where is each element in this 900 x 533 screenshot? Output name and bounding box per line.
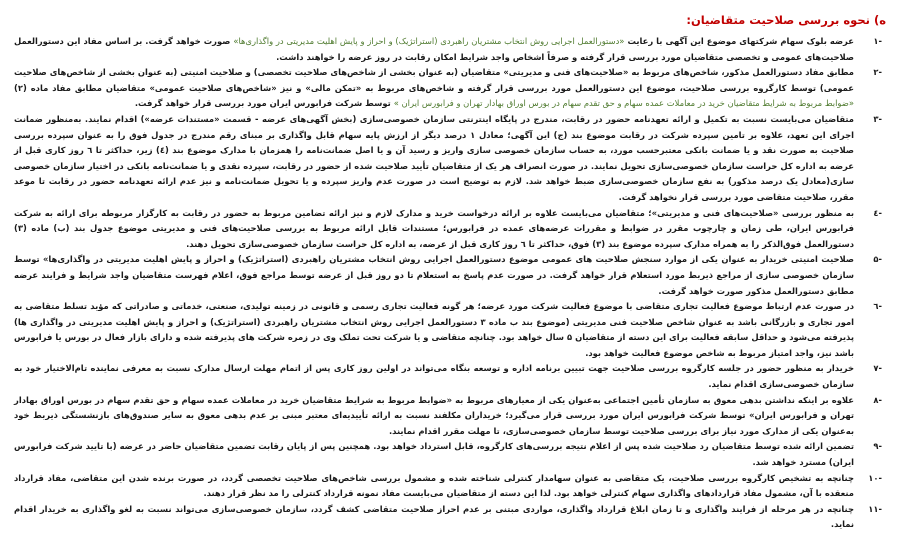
item-number: -۱۰ xyxy=(868,472,882,483)
list-item xyxy=(14,299,888,361)
item-text xyxy=(14,299,854,361)
item-number: -۱۱ xyxy=(868,503,882,514)
list-item xyxy=(14,112,888,206)
text-segment: در صورت عدم ارتباط موضوع فعالیت تجاری متقاضی با موضوع فعالیت شرکت مورد عرضه؛ هر گونه فعالیت تجاری رسمی و قانونی در زمینه تولیدی، صنعتی، خدماتی و صادراتی که مؤید تسلط متقاضی به امور تجاری و بازرگانی باشد به عنوان شاخص صلاحیت فنی مدیریتی (موضوع بند ب ماده ۳ دستورالعمل اجرایی روش انتخاب مشتریان راهبردی (استراتژیک) و احراز و پایش اهلیت مدیریتی در واگذاری ها) پذیرفته می‌شود و حداقل سابقه فعالیت برای این دسته از متقاضیان ۵ سال خواهد بود. چنانچه متقاضی و یا شرکت تحت تملک وی در زمره شرکت های پذیرفته شده و دارای بازار فعال در بورس یا فرابورس باشد نیز، واجد امتیاز مربوط به شاخص موضوع فعالیت خواهد بود. xyxy=(14,301,855,358)
item-text xyxy=(14,439,854,470)
qualification-list xyxy=(14,34,888,533)
item-number: -۲ xyxy=(873,67,882,78)
item-number: -۱ xyxy=(873,36,882,46)
text-segment: صورت خواهد گرفت. بر اساس مفاد این دستورالعمل صلاحیت‌های عمومی و تخصصی متقاضیان مورد بررسی قرار گرفته و صرفاً اشخاص واجد شرایط امکان رقابت در روز عرضه را خواهند داشت. xyxy=(14,36,854,62)
item-text xyxy=(14,65,854,112)
item-number: -۵ xyxy=(873,254,882,265)
list-item xyxy=(14,439,888,470)
item-text xyxy=(14,252,854,299)
text-segment: خریدار به منظور حضور در جلسه کارگروه بررسی صلاحیت جهت تبیین برنامه اداره و توسعه بنگاه می‌تواند در اولین روز کاری پس از اتمام مهلت ارسال مدارک نسبت به معرفی نماینده تام‌الاختیار خود به سازمان خصوصی‌سازی اقدام نماید. xyxy=(14,363,854,390)
item-number: -٦ xyxy=(873,301,882,312)
text-segment: مندرج در پایگاه اینترنتی سازمان خصوصی‌سازی (بخش آگهی‌های عرضه - قسمت «مستندات عرضه») اقدام نمایند. به‌منظور ضمانت اجرای این تعهد، علاوه بر تامین سپرده شرکت در رقابت موضوع بند (ج) این آگهی؛ معادل ۱ درصد دیگر از ارزش پایه سهام قابل واگذاری بر مبنای رقم مندرج در جدول فوق را به عنوان سپرده بررسی صلاحیت به صورت نقد و یا ضمانت بانکی معتبرحسب مورد، به حساب سازمان خصوصی سازی واریز و رسید آن و یا اصل ضمانت‌نامه را همزمان با مدارک موضوع بند (٤) زیر، حداکثر تا ٦ روز کاری قبل از عرضه به اداره کل حراست سازمان خصوصی‌سازی تحویل نمایند. در صورت انصراف هر یک از متقاضیان تأیید صلاحیت شده از حضور در رقابت، سپرده نقدی و یا ضمانت‌نامه بانکی در اختیار سازمان خصوصی سازی(معادل یک درصد مذکور) به نفع سازمان خصوصی‌سازی ضبط خواهد شد. لازم به توضیح است در صورت عدم واریز سپرده و یا تحویل ضمانت‌نامه و نیز عدم ارائه xyxy=(14,113,855,187)
list-item xyxy=(14,34,888,65)
section-heading: ه) نحوه بررسی صلاحیت متقاضیان: xyxy=(686,13,886,27)
item-text xyxy=(14,361,854,392)
text-segment: متقاضیان می‌بایست نسبت به تکمیل و ارائه xyxy=(668,113,854,124)
item-number: -۸ xyxy=(873,394,882,405)
item-text xyxy=(14,393,854,440)
text-segment: علاوه بر اینکه نداشتن بدهی معوق به سازمان تأمین اجتماعی به‌عنوان یکی از معیارهای مربوط به «ضوابط مربوط به شرایط متقاضیان خرید در معاملات عمده سهام و حق تقدم سهام در بورس اوراق بهادار تهران و فرابورس ایران» توسط شرکت فرابورس ایران مورد بررسی قرار می‌گیرد؛ خریداران مکلفند نسبت به ارائه تأییدیه‌ای معتبر مبنی بر عدم بدهی معوق به سایر صندوق‌های بازنشستگی ذیربط خود به‌عنوان یکی از مدارک مورد نیاز برای بررسی صلاحیت توسط سازمان خصوصی‌سازی، تا مهلت مقرر اقدام نمایند. xyxy=(14,394,854,436)
emphasized-text: تعهدنامه حضور در رقابت xyxy=(48,176,154,187)
item-text xyxy=(14,34,854,65)
text-segment: صلاحیت امنیتی خریدار به عنوان یکی از موارد سنجش صلاحیت های عمومی موضوع دستورالعمل اجرایی روش انتخاب مشتریان راهبردی (استراتژیک) و احراز و پایش اهلیت مدیریتی در واگذاری‌ها» توسط سازمان خصوصی سازی از مراجع ذیربط مورد استعلام قرار خواهد گرفت. در صورت عدم پاسخ به استعلام تا دو روز قبل از عرضه توسط مراجع فوق، اعلام فهرست متقاضیان واجد شرایط و فرایند عرضه مطابق دستورالعمل مذکور صورت خواهد گرفت. xyxy=(14,254,854,296)
text-segment: عرضه بلوک سهام شرکتهای موضوع این آگهی با رعایت xyxy=(624,36,854,46)
item-number: -۳ xyxy=(873,113,882,124)
text-segment: چنانچه به تشخیص کارگروه بررسی صلاحیت، یک متقاضی به عنوان سهامدار کنترلی شناخته شده و مشمول بررسی شاخص‌های صلاحیت تخصصی گردد، در صورت برنده شدن این متقاضی، مفاد قرارداد منعقده با آن، مشمول مفاد قراردادهای واگذاری سهام کنترلی خواهد بود. لذا این دسته از متقاضیان می‌بایست مفاد نمونه قرارداد کنترلی را مد نظر قرار دهند. xyxy=(14,472,854,499)
list-item xyxy=(14,502,888,533)
emphasized-text: تعهدنامه حضور در رقابت، xyxy=(561,113,669,124)
list-item xyxy=(14,65,888,112)
item-text xyxy=(14,502,854,533)
regulation-reference: «دستورالعمل اجرایی روش انتخاب مشتریان راهبردی (استراتژیک) و احراز و پایش اهلیت مدیریتی در واگذاری‌ها» xyxy=(233,36,625,46)
regulation-reference: «ضوابط مربوط به شرایط متقاضیان خرید در معاملات عمده سهام و حق تقدم سهام در بورس اوراق بهادار تهران و فرابورس ایران » xyxy=(393,98,854,109)
text-segment: توسط شرکت فرابورس ایران مورد بررسی قرار خواهد گرفت. xyxy=(134,98,394,109)
text-segment: تا موعد مقرر، صلاحیت متقاضی مورد بررسی قرار نخواهد گرفت. xyxy=(14,176,854,202)
item-number: -۷ xyxy=(873,363,882,374)
item-text xyxy=(14,206,854,253)
item-number: -٤ xyxy=(873,207,882,218)
list-item xyxy=(14,206,888,253)
text-segment: به منظور بررسی «صلاحیت‌های فنی و مدیریتی»؛ متقاضیان می‌بایست علاوه بر ارائه درخواست خرید و مدارک لازم و نیز ارائه تضامین مربوط به حضور در رقابت به کارگزار مربوطه برای ارائه به شرکت فرابورس ایران، طی زمان و چارچوب مقرر در ضوابط و مقررات عرضه‌های عمده در فرابورس؛ مستندات قابل ارائه مربوط به بررسی صلاحیت‌های فنی و مدیریتی موضوع جدول بند (ب) ماده (۳) دستورالعمل فوق‌الذکر را به همراه مدارک سپرده موضوع بند (۳) فوق، حداکثر تا ٦ روز کاری قبل از عرضه، به اداره کل حراست سازمان خصوصی‌سازی تحویل دهند. xyxy=(14,207,854,249)
text-segment: چنانچه در هر مرحله از فرایند واگذاری و تا زمان ابلاغ قرارداد واگذاری، مواردی مبتنی بر عدم احراز صلاحیت متقاضی کشف گردد، سازمان خصوصی‌سازی می‌تواند نسبت به لغو واگذاری به خریدار اقدام نماید. xyxy=(14,503,854,530)
item-text xyxy=(14,471,854,502)
list-item xyxy=(14,361,888,392)
item-number: -۹ xyxy=(873,441,882,452)
text-segment: تضمین ارائه شده توسط متقاضیان رد صلاحیت شده پس از اعلام نتیجه بررسی‌های کارگروه، قابل استرداد خواهد بود. همچنین پس از پایان رقابت تضمین متقاضیان حاضر در عرضه (با تایید شرکت فرابورس ایران) مسترد خواهد شد. xyxy=(14,441,854,468)
item-text xyxy=(14,112,854,206)
list-item xyxy=(14,471,888,502)
text-segment: مطابق مفاد دستورالعمل مذکور، شاخص‌های مربوط به «صلاحیت‌های فنی و مدیریتی» متقاضیان (به عنوان بخشی از شاخص‌های صلاحیت تخصصی) و صلاحیت امنیتی (به عنوان بخشی از شاخص‌های صلاحیت عمومی) توسط کارگروه بررسی صلاحیت، موضوع این دستورالعمل مورد بررسی قرار گرفته و شاخص‌های مربوط به «تمکن مالی» و نیز «شاخص‌های صلاحیت عمومی» متقاضیان مطابق مفاد ماده (۲) xyxy=(14,67,854,93)
list-item xyxy=(14,252,888,299)
list-item xyxy=(14,393,888,440)
